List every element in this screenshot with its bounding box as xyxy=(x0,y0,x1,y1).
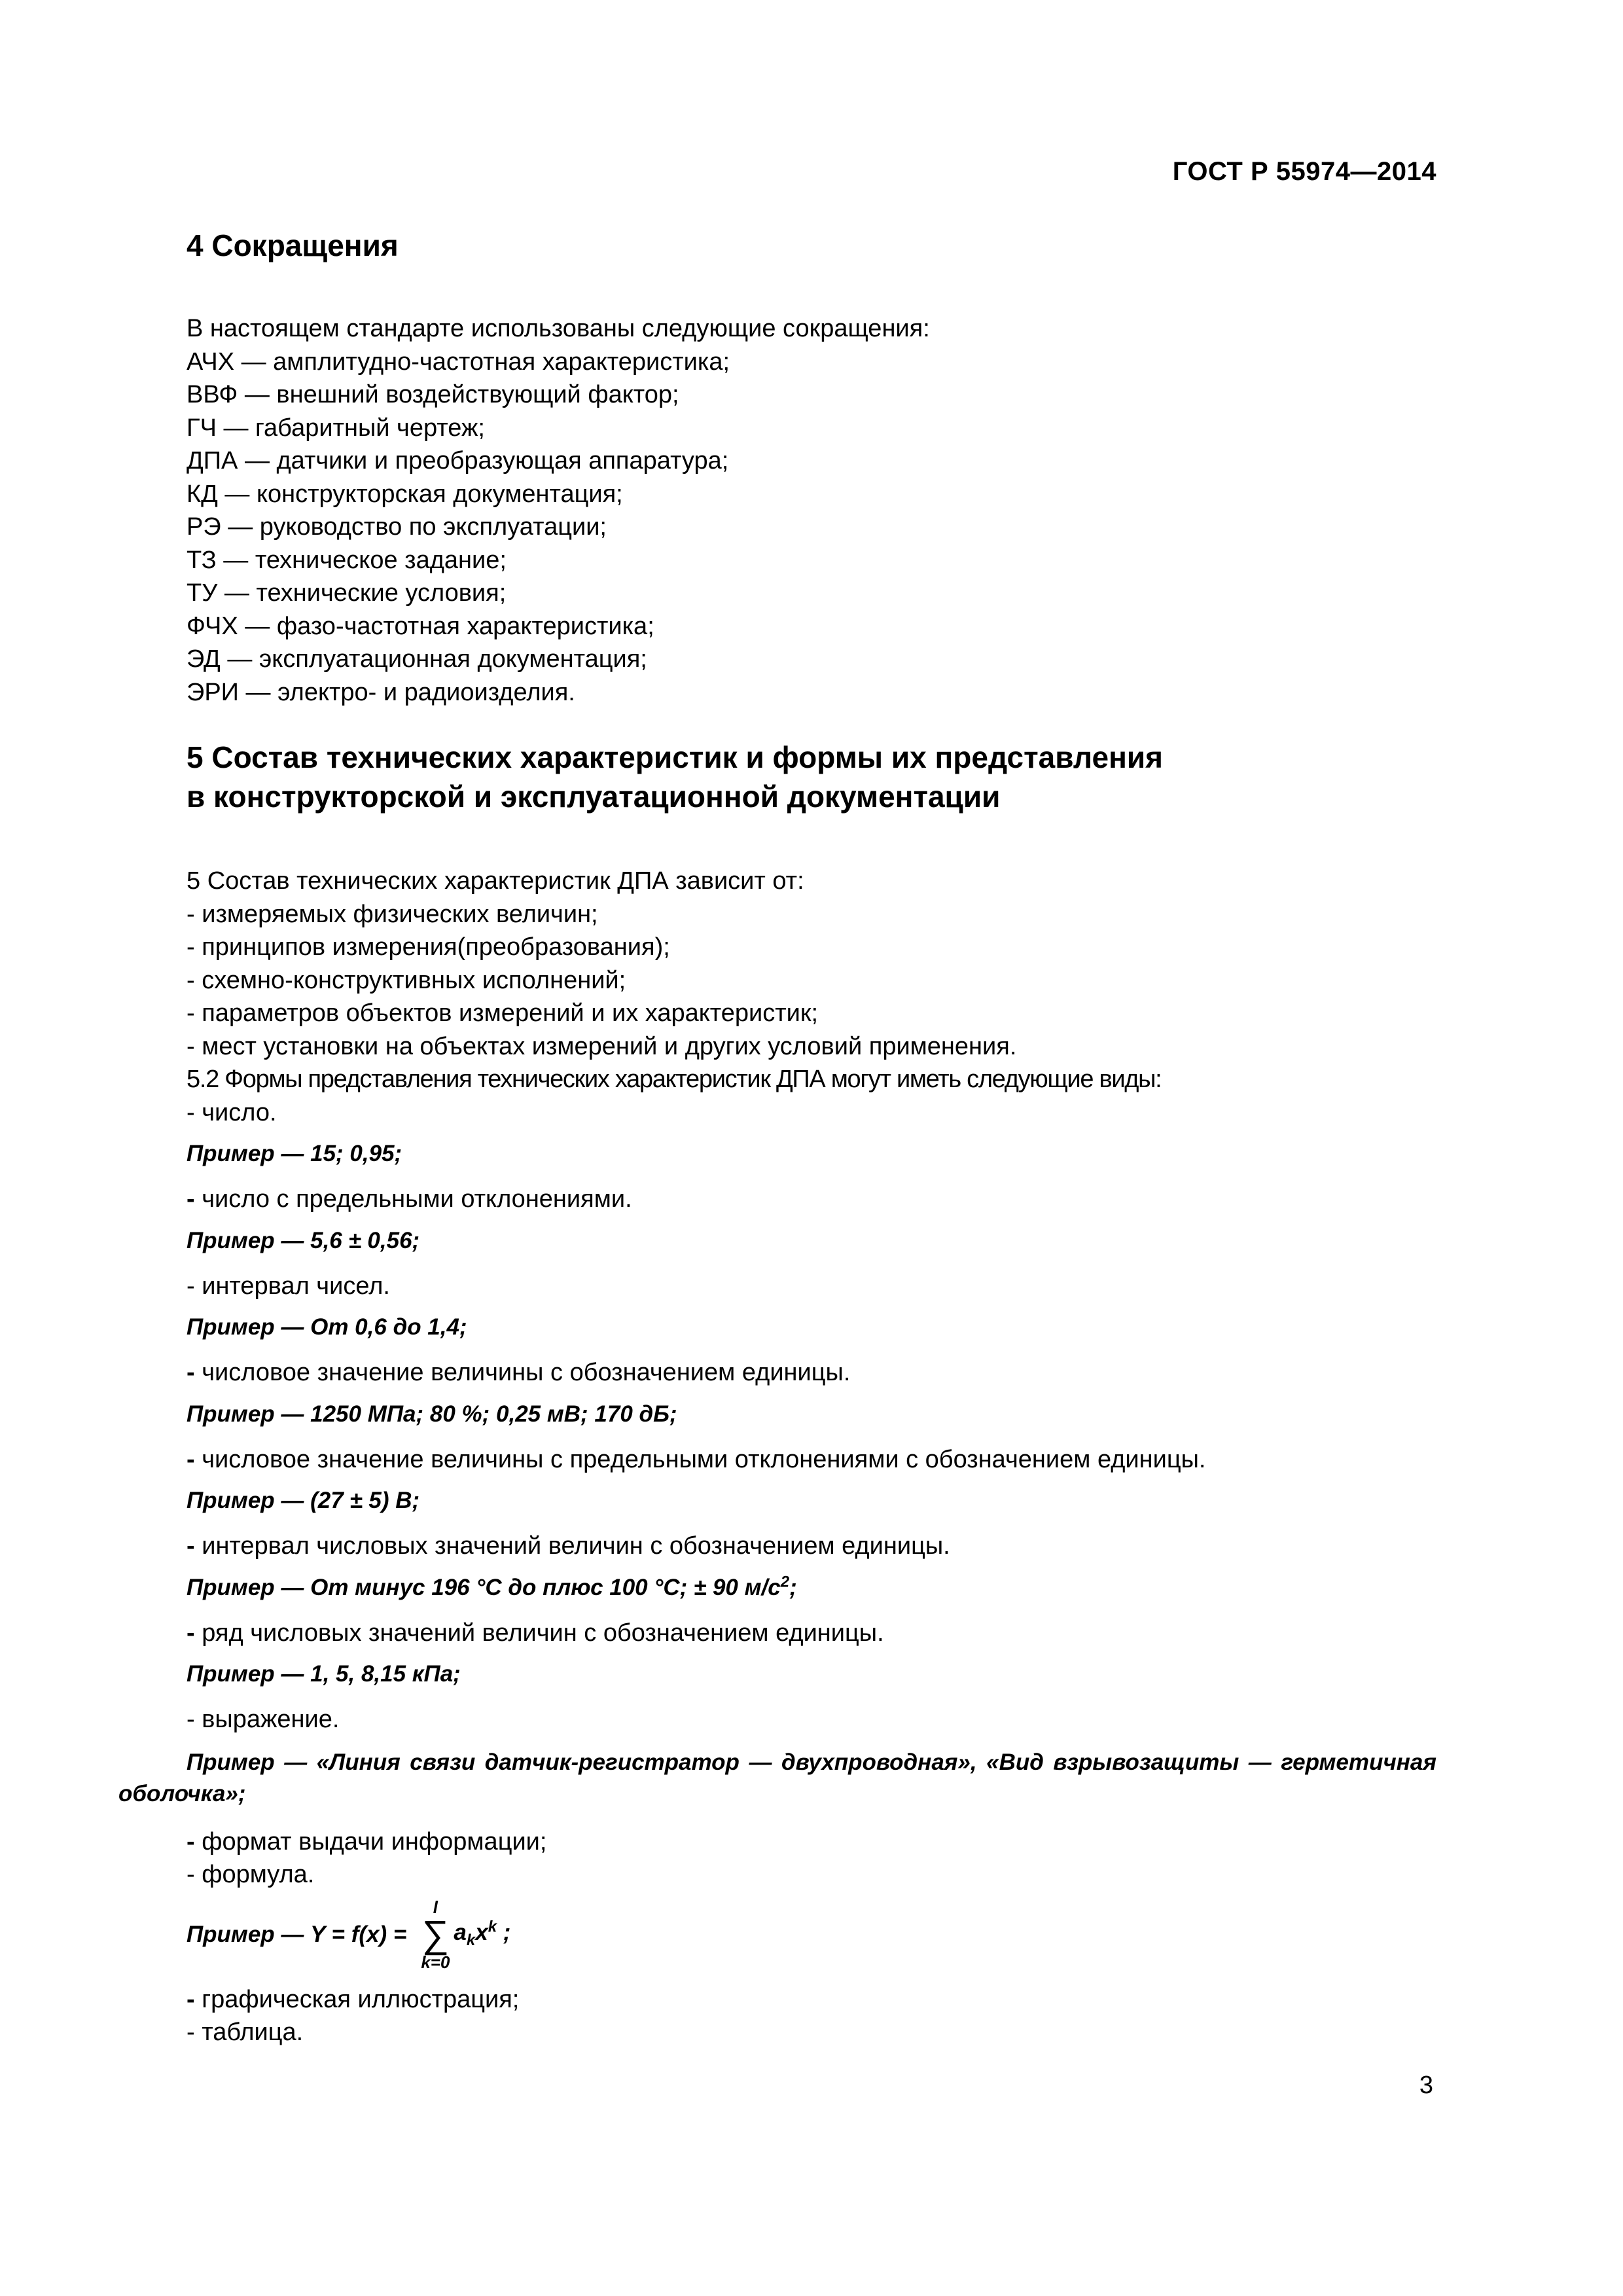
form-item: - таблица. xyxy=(187,2018,304,2046)
form-item-text: число с предельными отклонениями. xyxy=(202,1185,632,1213)
bold-dash: - xyxy=(187,1532,195,1560)
example-line: Пример — 1250 МПа; 80 %; 0,25 мВ; 170 дБ; xyxy=(187,1401,677,1427)
term-a-subscript: k xyxy=(466,1931,476,1949)
superscript: 2 xyxy=(780,1572,790,1590)
form-item-text: ряд числовых значений величин с обозначением единицы. xyxy=(202,1619,884,1647)
form-item xyxy=(187,1183,1436,1216)
section4-intro: В настоящем стандарте использованы следующие сокращения: xyxy=(187,315,930,342)
sum-upper-limit: l xyxy=(433,1897,438,1917)
example-text: Пример — От минус 196 °С до плюс 100 °С; ± 90 м/с xyxy=(187,1574,781,1600)
dependency-item: - принципов измерения(преобразования); xyxy=(187,933,670,961)
paragraph-5-2: 5.2 Формы представления технических характеристик ДПА могут иметь следующие виды: xyxy=(187,1066,1162,1093)
form-item xyxy=(187,1825,1436,1859)
section5-title-line1: 5 Состав технических характеристик и формы их представления xyxy=(187,740,1164,774)
example-line: Пример — (27 ± 5) В; xyxy=(187,1488,420,1513)
page-number: 3 xyxy=(1419,2072,1433,2099)
abbreviation-item: ТУ — технические условия; xyxy=(187,579,507,607)
example-line: Пример — 1, 5, 8,15 кПа; xyxy=(187,1661,461,1687)
form-item-text: числовое значение величины с предельными отклонениями с обозначением единицы. xyxy=(202,1445,1206,1473)
term-x: x xyxy=(475,1919,488,1945)
abbreviation-item: КД — конструкторская документация; xyxy=(187,480,623,508)
page-content xyxy=(118,226,1436,2049)
section5-title-line2: в конструкторской и эксплуатационной документации xyxy=(187,780,1001,814)
abbreviation-item: ВВФ — внешний воздействующий фактор; xyxy=(187,381,679,408)
section5-title xyxy=(187,738,1436,816)
document-header: ГОСТ Р 55974—2014 xyxy=(1172,157,1436,186)
example-line: Пример — От 0,6 до 1,4; xyxy=(187,1314,467,1340)
example-line xyxy=(187,1573,1436,1602)
abbreviation-item: РЭ — руководство по эксплуатации; xyxy=(187,513,607,541)
abbreviation-item: ФЧХ — фазо-частотная характеристика; xyxy=(187,612,654,640)
example-end: ; xyxy=(789,1574,797,1600)
form-item xyxy=(187,1617,1436,1650)
dependency-item: - мест установки на объектах измерений и других условий применения. xyxy=(187,1032,1017,1060)
form-item-text: формат выдачи информации; xyxy=(202,1827,547,1856)
formula-example xyxy=(187,1898,1436,1971)
summation-symbol xyxy=(421,1898,450,1971)
formula-end: ; xyxy=(497,1919,511,1945)
form-item-text: графическая иллюстрация; xyxy=(202,1985,520,2013)
example-line: Пример — 15; 0,95; xyxy=(187,1141,402,1166)
form-item xyxy=(187,1443,1436,1477)
paragraph-5: 5 Состав технических характеристик ДПА зависит от: xyxy=(187,867,804,895)
dependency-item: - схемно-конструктивных исполнений; xyxy=(187,966,626,994)
bold-dash: - xyxy=(187,1985,195,2013)
section4-title: 4 Сокращения xyxy=(187,228,399,262)
form-item: - число. xyxy=(187,1098,277,1126)
abbreviation-item: ЭРИ — электро- и радиоизделия. xyxy=(187,678,575,706)
bold-dash: - xyxy=(187,1445,195,1473)
form-item: - формула. xyxy=(187,1861,315,1888)
sigma-glyph: ∑ xyxy=(421,1912,450,1956)
term-x-exponent: k xyxy=(488,1917,497,1935)
example-paragraph: Пример — «Линия связи датчик-регистратор — двухпроводная», «Вид взрывозащиты — герметичная оболочка»; xyxy=(118,1749,1436,1806)
dependency-item: - измеряемых физических величин; xyxy=(187,900,598,928)
abbreviation-item: ЭД — эксплуатационная документация; xyxy=(187,645,647,673)
term-a: a xyxy=(454,1919,467,1945)
formula-term xyxy=(454,1917,511,1950)
abbreviation-item: ДПА — датчики и преобразующая аппаратура; xyxy=(187,447,729,475)
dependency-item: - параметров объектов измерений и их характеристик; xyxy=(187,999,819,1027)
form-item-text: интервал числовых значений величин с обозначением единицы. xyxy=(202,1532,950,1560)
abbreviation-item: ТЗ — техническое задание; xyxy=(187,546,507,574)
bold-dash: - xyxy=(187,1827,195,1856)
form-item xyxy=(187,1983,1436,2017)
form-item: - интервал чисел. xyxy=(187,1272,390,1300)
bold-dash: - xyxy=(187,1619,195,1647)
bold-dash: - xyxy=(187,1185,195,1213)
bold-dash: - xyxy=(187,1359,195,1386)
form-item xyxy=(187,1530,1436,1563)
abbreviation-item: ГЧ — габаритный чертеж; xyxy=(187,414,485,442)
formula-lead: Пример — Y = f(x) = xyxy=(187,1921,407,1947)
abbreviation-item: АЧХ — амплитудно-частотная характеристика; xyxy=(187,348,730,376)
form-item-text: числовое значение величины с обозначением единицы. xyxy=(202,1359,851,1386)
example-line: Пример — 5,6 ± 0,56; xyxy=(187,1227,420,1253)
sum-lower-limit: k=0 xyxy=(421,1952,450,1972)
form-item xyxy=(187,1356,1436,1390)
form-item: - выражение. xyxy=(187,1706,340,1733)
